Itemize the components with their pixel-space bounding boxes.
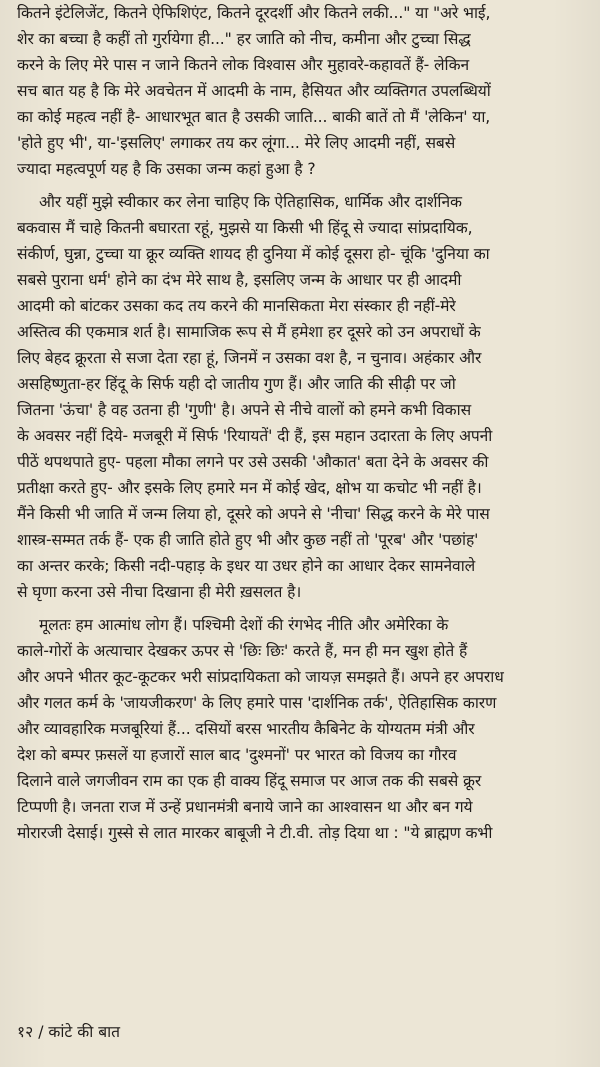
text-line: लिए बेहद क्रूरता से सजा देता रहा हूं, जिनमें न उसका वश है, न चुनाव। अहंकार और xyxy=(17,349,482,367)
text-line: आदमी को बांटकर उसका कद तय करने की मानसिकता मेरा संस्कार ही नहीं-मेरे xyxy=(17,297,456,315)
text-line: मूलतः हम आत्मांध लोग हैं। पश्चिमी देशों की रंगभेद नीति और अमेरिका के xyxy=(39,616,449,634)
text-line: टिप्पणी है। जनता राज में उन्हें प्रधानमंत्री बनाये जाने का आश्वासन था और बन गये xyxy=(17,798,473,816)
text-line: मैंने किसी भी जाति में जन्म लिया हो, दूसरे को अपने से 'नीचा' सिद्ध करने के मेरे पास xyxy=(17,505,490,523)
text-line: और यहीं मुझे स्वीकार कर लेना चाहिए कि ऐतिहासिक, धार्मिक और दार्शनिक xyxy=(39,193,462,211)
text-line: दिलाने वाले जगजीवन राम का एक ही वाक्य हिंदू समाज पर आज तक की सबसे क्रूर xyxy=(17,772,482,790)
paragraph-gap xyxy=(17,605,591,612)
text-line: संकीर्ण, घुन्ना, टुच्चा या क्रूर व्यक्ति शायद ही दुनिया में कोई दूसरा हो- चूंकि 'दुनिया का xyxy=(17,245,490,263)
text-line: मोरारजी देसाई। गुस्से से लात मारकर बाबूजी ने टी.वी. तोड़ दिया था : "ये ब्राह्मण कभी xyxy=(17,824,493,842)
text-line: के अवसर नहीं दिये- मजबूरी में सिर्फ 'रियायतें' दी हैं, इस महान उदारता के लिए अपनी xyxy=(17,427,493,445)
body-text xyxy=(17,0,591,846)
text-line: और गलत कर्म के 'जायजीकरण' के लिए हमारे पास 'दार्शनिक तर्क', ऐतिहासिक कारण xyxy=(17,694,497,712)
text-line: देश को बम्पर फ़सलें या हजारों साल बाद 'दुश्मनों' पर भारत को विजय का गौरव xyxy=(17,746,457,764)
text-line: पीठें थपथपाते हुए- पहला मौका लगने पर उसे उसकी 'औकात' बता देने के अवसर की xyxy=(17,453,489,471)
text-line: और व्यावहारिक मजबूरियां हैं... दसियों बरस भारतीय कैबिनेट के योग्यतम मंत्री और xyxy=(17,720,475,738)
text-line: और अपने भीतर कूट-कूटकर भरी सांप्रदायिकता को जायज़ समझते हैं। अपने हर अपराध xyxy=(17,668,504,686)
text-line: अस्तित्व की एकमात्र शर्त है। सामाजिक रूप से मैं हमेशा हर दूसरे को उन अपराधों के xyxy=(17,323,481,341)
text-line: का अन्तर करके; किसी नदी-पहाड़ के इधर या उधर होने का आधार देकर सामनेवाले xyxy=(17,557,476,575)
text-line: सच बात यह है कि मेरे अवचेतन में आदमी के नाम, हैसियत और व्यक्तिगत उपलब्धियों xyxy=(17,82,491,100)
paragraph-gap xyxy=(17,182,591,189)
text-line: सबसे पुराना धर्म' होने का दंभ मेरे साथ है, इसलिए जन्म के आधार पर ही आदमी xyxy=(17,271,462,289)
text-line: असहिष्णुता-हर हिंदू के सिर्फ यही दो जातीय गुण हैं। और जाति की सीढ़ी पर जो xyxy=(17,375,456,393)
text-line: करने के लिए मेरे पास न जाने कितने लोक विश्वास और मुहावरे-कहावतें हैं- लेकिन xyxy=(17,56,470,74)
paragraph xyxy=(17,612,591,846)
text-line: जितना 'ऊंचा' है वह उतना ही 'गुणी' है। अपने से नीचे वालों को हमने कभी विकास xyxy=(17,401,472,419)
paragraph xyxy=(17,189,591,605)
text-line: से घृणा करना उसे नीचा दिखाना ही मेरी ख़सलत है। xyxy=(17,583,302,601)
text-line: कितने इंटेलिजेंट, कितने ऐफिशिएंट, कितने दूरदर्शी और कितने लकी..." या "अरे भाई, xyxy=(17,4,491,22)
text-line: ज्यादा महत्वपूर्ण यह है कि उसका जन्म कहां हुआ है ? xyxy=(17,160,316,178)
paragraph xyxy=(17,0,591,182)
text-line: 'होते हुए भी', या-'इसलिए' लगाकर तय कर लूंगा... मेरे लिए आदमी नहीं, सबसे xyxy=(17,134,456,152)
footer-separator: / xyxy=(38,1023,44,1041)
page-number: १२ xyxy=(17,1023,34,1041)
text-line: बकवास मैं चाहे कितनी बघारता रहूं, मुझसे या किसी भी हिंदू से ज्यादा सांप्रदायिक, xyxy=(17,219,473,237)
text-line: का कोई महत्व नहीं है- आधारभूत बात है उसकी जाति... बाकी बातें तो मैं 'लेकिन' या, xyxy=(17,108,491,126)
text-line: शास्त्र-सम्मत तर्क हैं- एक ही जाति होते हुए भी और कुछ नहीं तो 'पूरब' और 'पछांह' xyxy=(17,531,479,549)
book-title: कांटे की बात xyxy=(48,1023,121,1041)
text-line: प्रतीक्षा करते हुए- और इसके लिए हमारे मन में कोई खेद, क्षोभ या कचोट भी नहीं है। xyxy=(17,479,482,497)
page-footer xyxy=(17,1020,120,1044)
text-line: काले-गोरों के अत्याचार देखकर ऊपर से 'छिः छिः' करते हैं, मन ही मन खुश होते हैं xyxy=(17,642,468,660)
text-line: शेर का बच्चा है कहीं तो गुर्रायेगा ही..." हर जाति को नीच, कमीना और टुच्चा सिद्ध xyxy=(17,30,471,48)
